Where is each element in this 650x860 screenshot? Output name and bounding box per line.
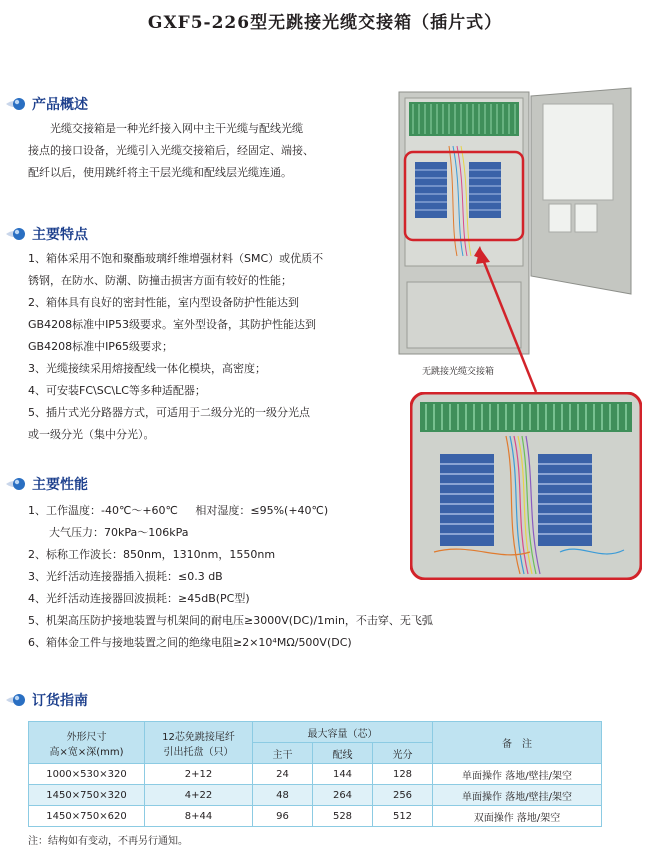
cell-size: 1450×750×620 bbox=[29, 806, 145, 827]
text-line: 4、光纤活动连接器回波损耗：≥45dB(PC型) bbox=[28, 592, 250, 605]
col-header-capacity: 最大容量（芯） bbox=[253, 722, 433, 743]
cabinet-interior-zoom-photo bbox=[410, 392, 642, 580]
text-line: 锈钢，在防水、防潮、防撞击损害方面有较好的性能； bbox=[28, 274, 292, 287]
col-header-remarks: 备 注 bbox=[433, 722, 602, 764]
document-title: GXF5-226型无跳接光缆交接箱（插片式） bbox=[147, 13, 503, 33]
section-bullet-icon bbox=[6, 226, 30, 242]
col-header-trays bbox=[145, 722, 253, 764]
cell-splitter: 128 bbox=[373, 764, 433, 785]
table-row bbox=[29, 764, 602, 785]
cell-trays: 4+22 bbox=[145, 785, 253, 806]
pointer-arrow-icon bbox=[476, 246, 556, 396]
text-line: GB4208标准中IP53级要求。室外型设备，其防护性能达到 bbox=[28, 318, 316, 331]
order-table bbox=[28, 721, 602, 827]
cell-remarks: 单面操作 落地/壁挂/架空 bbox=[433, 764, 602, 785]
text-line: 5、插片式光分路器方式，可适用于二级分光的一级分光点 bbox=[28, 406, 310, 419]
cell-distribution: 144 bbox=[313, 764, 373, 785]
section-bullet-icon bbox=[6, 96, 30, 112]
text-line: 6、箱体金工件与接地装置之间的绝缘电阻≥2×10⁴MΩ/500V(DC) bbox=[28, 636, 352, 649]
text-line: 2、箱体具有良好的密封性能，室内型设备防护性能达到 bbox=[28, 296, 299, 309]
section-title: 产品概述 bbox=[32, 97, 88, 113]
col-header-size bbox=[29, 722, 145, 764]
text-line: 接点的接口设备，光缆引入光缆交接箱后，经固定、端接、 bbox=[28, 144, 314, 157]
header-text: 高×宽×深(mm) bbox=[49, 746, 124, 758]
col-header-trunk: 主干 bbox=[253, 743, 313, 764]
text-line: 4、可安装FC\SC\LC等多种适配器； bbox=[28, 384, 206, 397]
header-text: 外形尺寸 bbox=[66, 731, 107, 743]
cell-remarks: 双面操作 落地/架空 bbox=[433, 806, 602, 827]
text-line: 2、标称工作波长：850nm，1310nm，1550nm bbox=[28, 548, 276, 561]
text-line: 大气压力：70kPa～106kPa bbox=[28, 526, 189, 539]
text-line: 1、工作温度：-40℃～+60℃ 相对湿度：≤95%(+40℃) bbox=[28, 504, 329, 517]
cell-remarks: 单面操作 落地/壁挂/架空 bbox=[433, 785, 602, 806]
section-title: 主要性能 bbox=[32, 477, 88, 493]
cell-splitter: 512 bbox=[373, 806, 433, 827]
cell-trays: 2+12 bbox=[145, 764, 253, 785]
cell-distribution: 264 bbox=[313, 785, 373, 806]
header-text: 12芯免跳接尾纤 bbox=[162, 731, 235, 743]
cell-trunk: 48 bbox=[253, 785, 313, 806]
features-list bbox=[28, 248, 323, 446]
text-line: GB4208标准中IP65级要求； bbox=[28, 340, 173, 353]
footnote: 注：结构如有变动，不再另行通知。 bbox=[28, 836, 188, 847]
text-line: 光缆交接箱是一种光纤接入网中主干光缆与配线光缆 bbox=[50, 122, 303, 135]
photo-caption: 无跳接光缆交接箱 bbox=[422, 367, 495, 377]
section-bullet-icon bbox=[6, 692, 30, 708]
cell-trunk: 96 bbox=[253, 806, 313, 827]
col-header-splitter: 光分 bbox=[373, 743, 433, 764]
cell-size: 1450×750×320 bbox=[29, 785, 145, 806]
text-line: 5、机架高压防护接地装置与机架间的耐电压≥3000V(DC)/1min，不击穿、无飞弧 bbox=[28, 614, 433, 627]
performance-list bbox=[28, 500, 433, 654]
section-title: 订货指南 bbox=[32, 693, 88, 709]
col-header-distribution: 配线 bbox=[313, 743, 373, 764]
cell-trays: 8+44 bbox=[145, 806, 253, 827]
cell-splitter: 256 bbox=[373, 785, 433, 806]
text-line: 3、光缆接续采用熔接配线一体化模块，高密度； bbox=[28, 362, 266, 375]
text-line: 或一级分光（集中分光）。 bbox=[28, 428, 155, 441]
section-title: 主要特点 bbox=[32, 227, 88, 243]
table-row bbox=[29, 785, 602, 806]
text-line: 配纤以后，使用跳纤将主干层光缆和配线层光缆连通。 bbox=[28, 166, 292, 179]
section-bullet-icon bbox=[6, 476, 30, 492]
text-line: 3、光纤活动连接器插入损耗：≤0.3 dB bbox=[28, 570, 223, 583]
overview-paragraph bbox=[28, 118, 314, 184]
text-line: 1、箱体采用不饱和聚酯玻璃纤维增强材料（SMC）或优质不 bbox=[28, 252, 324, 265]
table-row bbox=[29, 806, 602, 827]
header-text: 引出托盘（只） bbox=[163, 746, 234, 758]
cell-size: 1000×530×320 bbox=[29, 764, 145, 785]
cell-distribution: 528 bbox=[313, 806, 373, 827]
cell-trunk: 24 bbox=[253, 764, 313, 785]
